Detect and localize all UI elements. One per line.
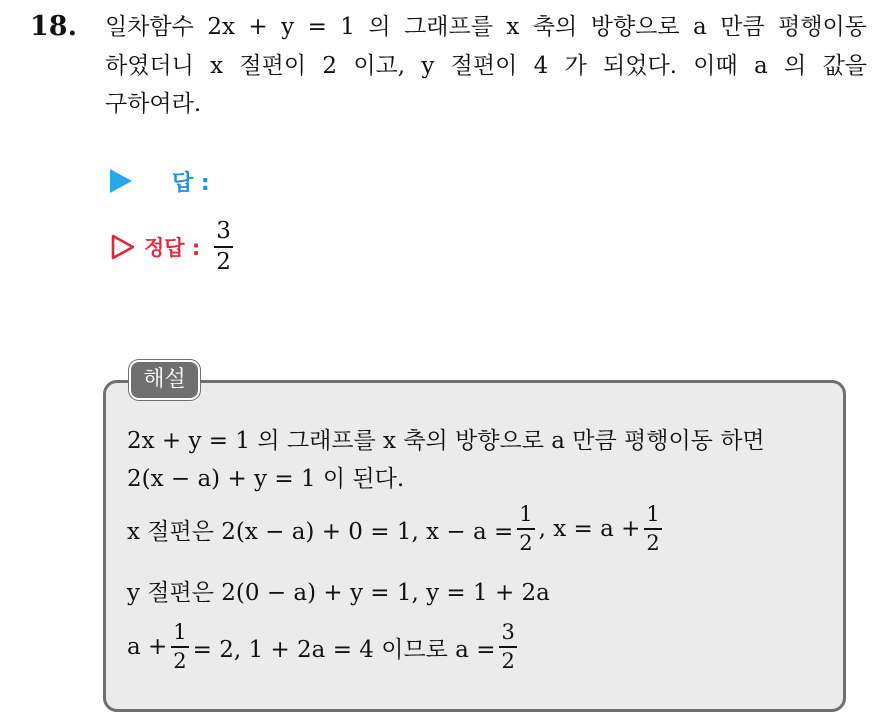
solution-line: 2(x − a) + y = 1 이 된다. (127, 465, 405, 492)
answer-label: 답 : (172, 170, 210, 196)
solution-fraction (499, 622, 516, 672)
play-triangle-icon (110, 169, 132, 193)
fraction-denominator: 2 (646, 530, 660, 555)
fraction-numerator: 3 (216, 218, 231, 245)
correct-answer-label: 정답 : (144, 236, 201, 260)
solution-line: 2x + y = 1 의 그래프를 x 축의 방향으로 a 만큼 평행이동 하면 (127, 427, 765, 454)
fraction-numerator: 1 (173, 620, 187, 645)
fraction-bar (499, 646, 516, 648)
question-line: 구하여라. (105, 91, 202, 117)
solution-text: a + (127, 634, 168, 660)
outline-triangle-icon (110, 233, 136, 261)
solution-fraction (517, 504, 534, 554)
solution-line (127, 615, 521, 679)
question-line: 일차함수 2x + y = 1 의 그래프를 x 축의 방향으로 a 만큼 평행이동 (105, 14, 867, 40)
answer-row (110, 166, 210, 196)
fraction-denominator: 2 (501, 648, 515, 673)
fraction-denominator: 2 (216, 248, 231, 275)
fraction-bar (644, 528, 661, 530)
solution-text: x 절편은 2(x − a) + 0 = 1, x − a = (127, 518, 514, 545)
fraction-denominator: 2 (173, 648, 187, 673)
correct-answer-row (110, 215, 233, 279)
fraction-numerator: 3 (501, 620, 515, 645)
solution-line (127, 497, 666, 561)
fraction-bar (214, 246, 233, 248)
fraction-numerator: 1 (646, 502, 660, 527)
correct-answer-fraction (214, 220, 233, 274)
solution-line: y 절편은 2(0 − a) + y = 1, y = 1 + 2a (127, 579, 550, 606)
solution-fraction (644, 504, 661, 554)
fraction-bar (171, 646, 188, 648)
solution-text: , x = a + (538, 516, 641, 542)
fraction-bar (517, 528, 534, 530)
question-text (105, 8, 867, 124)
solution-box (103, 380, 846, 712)
question-line: 하였더니 x 절편이 2 이고, y 절편이 4 가 되었다. 이때 a 의 값을 (105, 52, 868, 79)
fraction-denominator: 2 (519, 530, 533, 555)
question-number: 18. (30, 11, 77, 42)
fraction-numerator: 1 (519, 502, 533, 527)
solution-tag: 해설 (129, 360, 200, 400)
solution-fraction (171, 622, 188, 672)
solution-text: = 2, 1 + 2a = 4 이므로 a = (192, 636, 496, 663)
